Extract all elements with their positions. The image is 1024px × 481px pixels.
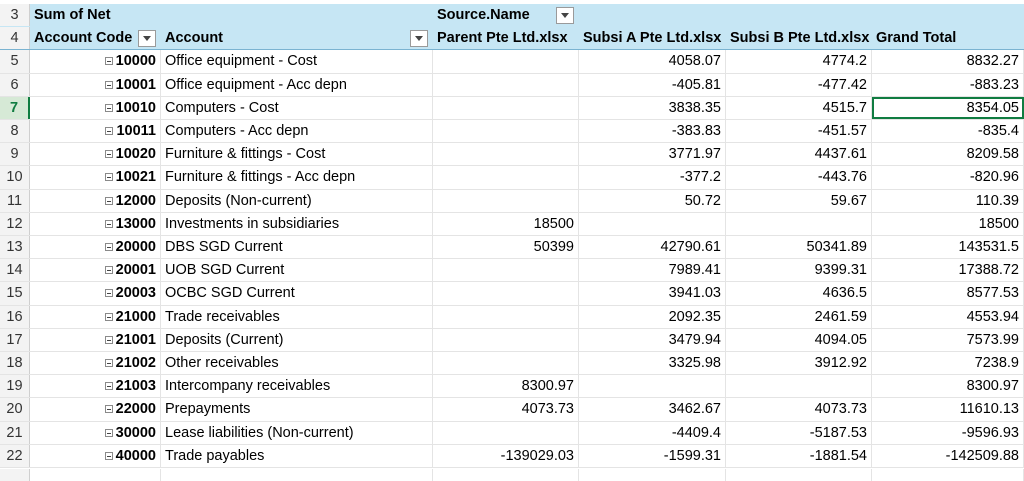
grand-total-cell[interactable]: 17388.72 — [872, 259, 1024, 281]
row-number[interactable]: 11 — [0, 190, 30, 212]
grand-total-cell[interactable]: 11610.13 — [872, 398, 1024, 420]
account-code-value: 20001 — [115, 262, 156, 279]
parent-value-cell[interactable] — [433, 97, 579, 119]
empty-header-cell[interactable] — [872, 4, 1024, 26]
account-filter-dropdown-icon[interactable] — [410, 30, 428, 47]
parent-value-cell[interactable] — [433, 282, 579, 304]
table-cell[interactable] — [433, 469, 579, 481]
account-name-cell[interactable]: UOB SGD Current — [161, 259, 433, 281]
subsi-a-column-header[interactable]: Subsi A Pte Ltd.xlsx — [579, 27, 726, 49]
collapse-minus-icon[interactable] — [105, 243, 113, 251]
table-cell[interactable] — [30, 469, 161, 481]
subsi-a-value-cell[interactable]: -4409.4 — [579, 422, 726, 444]
subsi-a-value-cell[interactable]: 4058.07 — [579, 50, 726, 72]
account-code-cell[interactable] — [30, 282, 161, 304]
account-code-cell[interactable] — [30, 259, 161, 281]
subsi-a-value-cell[interactable]: 42790.61 — [579, 236, 726, 258]
row-number[interactable]: 5 — [0, 50, 30, 72]
subsi-a-value-cell[interactable]: 2092.35 — [579, 306, 726, 328]
subsi-a-value-cell[interactable]: 3838.35 — [579, 97, 726, 119]
account-code-cell[interactable] — [30, 143, 161, 165]
subsi-b-value-cell[interactable]: 3912.92 — [726, 352, 872, 374]
account-code-cell[interactable] — [30, 306, 161, 328]
table-cell[interactable] — [579, 469, 726, 481]
parent-value-cell[interactable] — [433, 422, 579, 444]
grand-total-cell[interactable]: 8577.53 — [872, 282, 1024, 304]
account-code-cell[interactable] — [30, 74, 161, 96]
account-name-cell[interactable]: Other receivables — [161, 352, 433, 374]
table-row — [0, 445, 1024, 468]
account-code-value: 21003 — [115, 378, 156, 395]
table-row — [0, 74, 1024, 97]
subsi-a-value-cell[interactable]: 50.72 — [579, 190, 726, 212]
subsi-b-value-cell[interactable] — [726, 375, 872, 397]
table-row — [0, 375, 1024, 398]
table-row — [0, 120, 1024, 143]
account-name-cell[interactable]: Furniture & fittings - Cost — [161, 143, 433, 165]
row-number[interactable]: 21 — [0, 422, 30, 444]
subsi-a-value-cell[interactable]: -1599.31 — [579, 445, 726, 467]
row-number[interactable]: 13 — [0, 236, 30, 258]
parent-value-cell[interactable] — [433, 50, 579, 72]
subsi-b-value-cell[interactable]: 4515.7 — [726, 97, 872, 119]
subsi-b-value-cell[interactable]: 4636.5 — [726, 282, 872, 304]
account-name-cell[interactable]: Investments in subsidiaries — [161, 213, 433, 235]
collapse-minus-icon[interactable] — [105, 313, 113, 321]
table-row — [0, 422, 1024, 445]
parent-value-cell[interactable]: -139029.03 — [433, 445, 579, 467]
collapse-minus-icon[interactable] — [105, 429, 113, 437]
subsi-b-value-cell[interactable]: -5187.53 — [726, 422, 872, 444]
parent-value-cell[interactable] — [433, 306, 579, 328]
subsi-b-value-cell[interactable]: -477.42 — [726, 74, 872, 96]
subsi-b-value-cell[interactable] — [726, 213, 872, 235]
grand-total-cell[interactable]: 143531.5 — [872, 236, 1024, 258]
account-code-value: 21002 — [115, 355, 156, 372]
account-code-value: 10010 — [115, 99, 156, 116]
subsi-a-value-cell[interactable]: 3941.03 — [579, 282, 726, 304]
account-code-value: 10021 — [115, 169, 156, 186]
row-number[interactable]: 17 — [0, 329, 30, 351]
account-code-value: 20003 — [115, 285, 156, 302]
account-code-filter-dropdown-icon[interactable] — [138, 30, 156, 47]
account-code-cell[interactable] — [30, 422, 161, 444]
parent-value-cell[interactable] — [433, 143, 579, 165]
account-code-cell[interactable] — [30, 120, 161, 142]
parent-value-cell[interactable] — [433, 166, 579, 188]
account-code-value: 10000 — [115, 53, 156, 70]
grand-total-cell[interactable]: 8354.05 — [872, 97, 1024, 119]
account-label: Account — [165, 30, 223, 47]
table-row — [0, 50, 1024, 73]
grand-total-cell[interactable]: -820.96 — [872, 166, 1024, 188]
account-code-cell[interactable] — [30, 190, 161, 212]
parent-column-header[interactable]: Parent Pte Ltd.xlsx — [433, 27, 579, 49]
account-code-label: Account Code — [34, 30, 133, 47]
account-code-cell[interactable] — [30, 213, 161, 235]
subsi-b-value-cell[interactable]: 2461.59 — [726, 306, 872, 328]
account-name-cell[interactable]: Deposits (Current) — [161, 329, 433, 351]
parent-value-cell[interactable] — [433, 352, 579, 374]
subsi-a-value-cell[interactable]: -377.2 — [579, 166, 726, 188]
collapse-minus-icon[interactable] — [105, 266, 113, 274]
subsi-a-value-cell[interactable]: 3462.67 — [579, 398, 726, 420]
collapse-minus-icon[interactable] — [105, 452, 113, 460]
table-row — [0, 213, 1024, 236]
grand-total-cell[interactable]: 8832.27 — [872, 50, 1024, 72]
account-name-cell[interactable]: Office equipment - Acc depn — [161, 74, 433, 96]
grand-total-cell[interactable]: -142509.88 — [872, 445, 1024, 467]
row-number[interactable]: 6 — [0, 74, 30, 96]
table-row — [0, 329, 1024, 352]
account-code-cell[interactable] — [30, 236, 161, 258]
parent-value-cell[interactable] — [433, 74, 579, 96]
subsi-b-value-cell[interactable]: 4774.2 — [726, 50, 872, 72]
account-name-cell[interactable]: Office equipment - Cost — [161, 50, 433, 72]
collapse-minus-icon[interactable] — [105, 127, 113, 135]
account-code-cell[interactable] — [30, 166, 161, 188]
account-name-cell[interactable]: Computers - Acc depn — [161, 120, 433, 142]
parent-value-cell[interactable]: 18500 — [433, 213, 579, 235]
subsi-b-value-cell[interactable]: -443.76 — [726, 166, 872, 188]
collapse-minus-icon[interactable] — [105, 57, 113, 65]
row-number[interactable]: 12 — [0, 213, 30, 235]
sum-of-net-label[interactable]: Sum of Net — [30, 4, 161, 26]
collapse-minus-icon[interactable] — [105, 197, 113, 205]
collapse-minus-icon[interactable] — [105, 405, 113, 413]
account-code-value: 20000 — [115, 239, 156, 256]
parent-value-cell[interactable]: 8300.97 — [433, 375, 579, 397]
subsi-b-value-cell[interactable]: 59.67 — [726, 190, 872, 212]
grand-total-cell[interactable]: -883.23 — [872, 74, 1024, 96]
account-name-cell[interactable]: Lease liabilities (Non-current) — [161, 422, 433, 444]
subsi-b-value-cell[interactable]: 4094.05 — [726, 329, 872, 351]
parent-value-cell[interactable]: 50399 — [433, 236, 579, 258]
row-number[interactable]: 18 — [0, 352, 30, 374]
header-row-3 — [0, 4, 1024, 27]
account-code-value: 22000 — [115, 401, 156, 418]
account-code-cell[interactable] — [30, 50, 161, 72]
table-row — [0, 352, 1024, 375]
grand-total-cell[interactable]: 7573.99 — [872, 329, 1024, 351]
row-number[interactable] — [0, 469, 30, 481]
empty-header-cell[interactable] — [161, 4, 433, 26]
account-name-cell[interactable]: Deposits (Non-current) — [161, 190, 433, 212]
account-code-cell[interactable] — [30, 398, 161, 420]
account-code-value: 21001 — [115, 331, 156, 348]
collapse-minus-icon[interactable] — [105, 150, 113, 158]
account-code-value: 13000 — [115, 215, 156, 232]
row-number[interactable]: 22 — [0, 445, 30, 467]
grand-total-cell[interactable]: 8300.97 — [872, 375, 1024, 397]
parent-value-cell[interactable] — [433, 259, 579, 281]
collapse-minus-icon[interactable] — [105, 220, 113, 228]
subsi-a-value-cell[interactable]: 3771.97 — [579, 143, 726, 165]
account-code-cell[interactable] — [30, 97, 161, 119]
grand-total-cell[interactable]: 110.39 — [872, 190, 1024, 212]
collapse-minus-icon[interactable] — [105, 289, 113, 297]
subsi-b-value-cell[interactable]: 4073.73 — [726, 398, 872, 420]
grand-total-cell[interactable]: -835.4 — [872, 120, 1024, 142]
subsi-a-value-cell[interactable]: 3479.94 — [579, 329, 726, 351]
empty-header-cell[interactable] — [579, 4, 726, 26]
account-name-cell[interactable]: Computers - Cost — [161, 97, 433, 119]
collapse-minus-icon[interactable] — [105, 173, 113, 181]
table-row — [0, 306, 1024, 329]
row-number[interactable]: 10 — [0, 166, 30, 188]
header-row-4 — [0, 27, 1024, 50]
account-code-value: 21000 — [115, 308, 156, 325]
table-row — [0, 398, 1024, 421]
empty-header-cell[interactable] — [726, 4, 872, 26]
table-cell[interactable] — [161, 469, 433, 481]
parent-value-cell[interactable] — [433, 120, 579, 142]
source-name-field[interactable] — [433, 4, 579, 26]
table-cell[interactable] — [726, 469, 872, 481]
collapse-minus-icon[interactable] — [105, 359, 113, 367]
grand-total-cell[interactable]: -9596.93 — [872, 422, 1024, 444]
collapse-minus-icon[interactable] — [105, 382, 113, 390]
row-number[interactable]: 14 — [0, 259, 30, 281]
table-row — [0, 282, 1024, 305]
table-cell[interactable] — [872, 469, 1024, 481]
account-code-cell[interactable] — [30, 375, 161, 397]
collapse-minus-icon[interactable] — [105, 104, 113, 112]
subsi-b-value-cell[interactable]: 9399.31 — [726, 259, 872, 281]
table-row — [0, 97, 1024, 120]
account-code-value: 10001 — [115, 76, 156, 93]
partial-row-23 — [0, 469, 1024, 481]
source-name-filter-dropdown-icon[interactable] — [556, 7, 574, 24]
subsi-a-value-cell[interactable]: -383.83 — [579, 120, 726, 142]
account-name-cell[interactable]: DBS SGD Current — [161, 236, 433, 258]
account-name-cell[interactable]: OCBC SGD Current — [161, 282, 433, 304]
account-code-field[interactable] — [30, 27, 161, 49]
row-number[interactable]: 9 — [0, 143, 30, 165]
subsi-a-value-cell[interactable] — [579, 375, 726, 397]
account-name-cell[interactable]: Trade payables — [161, 445, 433, 467]
subsi-b-value-cell[interactable]: 4437.61 — [726, 143, 872, 165]
account-code-cell[interactable] — [30, 352, 161, 374]
grand-total-cell[interactable]: 8209.58 — [872, 143, 1024, 165]
table-row — [0, 166, 1024, 189]
account-code-cell[interactable] — [30, 445, 161, 467]
grand-total-cell[interactable]: 18500 — [872, 213, 1024, 235]
table-row — [0, 236, 1024, 259]
account-name-cell[interactable]: Furniture & fittings - Acc depn — [161, 166, 433, 188]
table-row — [0, 143, 1024, 166]
collapse-minus-icon[interactable] — [105, 336, 113, 344]
row-number[interactable]: 3 — [0, 4, 30, 26]
account-code-value: 10011 — [116, 123, 156, 140]
account-name-cell[interactable]: Trade receivables — [161, 306, 433, 328]
account-code-value: 30000 — [115, 424, 156, 441]
subsi-b-column-header[interactable]: Subsi B Pte Ltd.xlsx — [726, 27, 872, 49]
row-number[interactable]: 15 — [0, 282, 30, 304]
parent-value-cell[interactable] — [433, 329, 579, 351]
source-name-label: Source.Name — [437, 7, 530, 24]
table-row — [0, 190, 1024, 213]
account-code-value: 40000 — [115, 447, 156, 464]
account-name-cell[interactable]: Intercompany receivables — [161, 375, 433, 397]
subsi-b-value-cell[interactable]: 50341.89 — [726, 236, 872, 258]
account-field[interactable] — [161, 27, 433, 49]
row-number[interactable]: 8 — [0, 120, 30, 142]
account-name-cell[interactable]: Prepayments — [161, 398, 433, 420]
row-number[interactable]: 19 — [0, 375, 30, 397]
parent-value-cell[interactable]: 4073.73 — [433, 398, 579, 420]
account-code-cell[interactable] — [30, 329, 161, 351]
grand-total-cell[interactable]: 4553.94 — [872, 306, 1024, 328]
row-number[interactable]: 4 — [0, 27, 30, 49]
subsi-a-value-cell[interactable]: 3325.98 — [579, 352, 726, 374]
subsi-a-value-cell[interactable]: 7989.41 — [579, 259, 726, 281]
subsi-b-value-cell[interactable]: -1881.54 — [726, 445, 872, 467]
row-number[interactable]: 16 — [0, 306, 30, 328]
grand-total-column-header[interactable]: Grand Total — [872, 27, 1024, 49]
subsi-a-value-cell[interactable] — [579, 213, 726, 235]
collapse-minus-icon[interactable] — [105, 81, 113, 89]
row-number[interactable]: 7 — [0, 97, 30, 119]
subsi-b-value-cell[interactable]: -451.57 — [726, 120, 872, 142]
parent-value-cell[interactable] — [433, 190, 579, 212]
account-code-value: 12000 — [115, 192, 156, 209]
row-number[interactable]: 20 — [0, 398, 30, 420]
table-row — [0, 259, 1024, 282]
account-code-value: 10020 — [115, 146, 156, 163]
grand-total-cell[interactable]: 7238.9 — [872, 352, 1024, 374]
subsi-a-value-cell[interactable]: -405.81 — [579, 74, 726, 96]
